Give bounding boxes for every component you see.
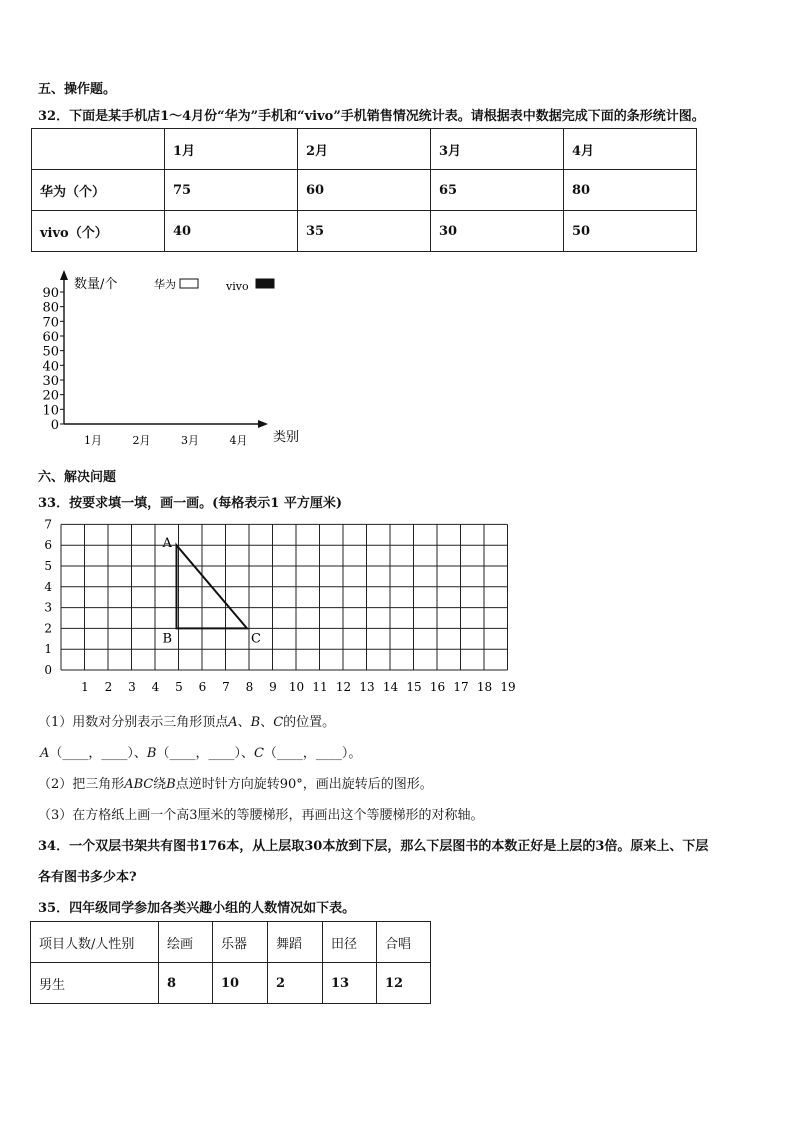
q34-line2: 各有图书多少本? — [38, 870, 137, 885]
y-tick-label: 40 — [42, 359, 59, 375]
table-cell: 华为（个） — [32, 170, 165, 211]
y-tick-label: 20 — [42, 388, 59, 404]
section6-title: 六、解决问题 — [38, 470, 117, 485]
table-cell: 80 — [564, 170, 697, 211]
vertex-label-b: B — [162, 631, 173, 647]
grid-y-label: 6 — [44, 538, 52, 553]
q35-text: 35．四年级同学参加各类兴趣小组的人数情况如下表。 — [38, 901, 356, 916]
table-cell: 35 — [298, 211, 431, 252]
table-cell: 60 — [298, 170, 431, 211]
x-axis-label: 类别 — [273, 430, 300, 445]
y-axis-arrow — [60, 270, 68, 280]
table-cell: 13 — [323, 963, 377, 1004]
grid-x-label: 15 — [406, 680, 422, 694]
grid-y-label: 4 — [44, 579, 52, 594]
table-row — [32, 129, 697, 170]
table-cell: 50 — [564, 211, 697, 252]
grid-x-label: 9 — [269, 680, 277, 694]
grid-x-label: 7 — [222, 680, 230, 694]
q33-text: 33．按要求填一填，画一画。(每格表示1 平方厘米) — [38, 496, 342, 511]
q33-sub1: （1）用数对分别表示三角形顶点𝐴、𝐵、𝐶的位置。 — [38, 715, 336, 730]
grid-x-label: 5 — [175, 680, 183, 694]
x-tick-label: 3月 — [181, 434, 199, 447]
table-cell: vivo（个） — [32, 211, 165, 252]
grid-x-label: 4 — [151, 680, 160, 694]
grid-x-label: 3 — [128, 680, 136, 694]
table-cell: 1月 — [165, 129, 298, 170]
table-cell: 2 — [268, 963, 323, 1004]
grid-x-label: 1 — [81, 680, 89, 694]
y-tick-label: 90 — [42, 286, 59, 301]
table-cell: 合唱 — [377, 922, 431, 963]
y-tick-label: 10 — [42, 403, 59, 419]
y-tick-label: 50 — [42, 344, 59, 360]
q33-sub2: （2）把三角形𝐴𝐵𝐶绕𝐵点逆时针方向旋转90°，画出旋转后的图形。 — [38, 777, 433, 792]
grid-x-label: 13 — [359, 680, 375, 694]
x-tick-label: 2月 — [132, 434, 151, 447]
y-axis-label: 数量/个 — [74, 277, 118, 292]
legend-vivo-swatch — [256, 279, 274, 288]
table-cell: 舞蹈 — [268, 922, 323, 963]
q33-sub3: （3）在方格纸上画一个高3厘米的等腰梯形，再画出这个等腰梯形的对称轴。 — [38, 808, 484, 823]
grid-x-label: 6 — [198, 680, 207, 694]
table-row — [31, 922, 431, 963]
table-cell: 40 — [165, 211, 298, 252]
vertex-label-a: A — [162, 536, 172, 552]
x-axis-arrow — [258, 420, 268, 428]
y-tick-label: 0 — [50, 418, 59, 433]
x-tick-label: 4月 — [229, 434, 248, 447]
y-tick-label: 30 — [42, 374, 59, 389]
grid-x-label: 8 — [245, 680, 254, 694]
grid-y-label: 7 — [44, 517, 52, 532]
q32-text: 32．下面是某手机店1～4月份“华为”手机和“vivo”手机销售情况统计表。请根据表中数据完成下面的条形统计图。 — [38, 109, 705, 124]
table-cell: 65 — [431, 170, 564, 211]
table-cell: 4月 — [564, 129, 697, 170]
grid-x-label: 2 — [104, 680, 113, 694]
table-row — [31, 963, 431, 1004]
table-cell: 30 — [431, 211, 564, 252]
grid-y-label: 5 — [44, 559, 52, 573]
grid-x-label: 18 — [476, 680, 493, 694]
table-row — [32, 170, 697, 211]
table-cell: 3月 — [431, 129, 564, 170]
q33-sub1-blanks: 𝐴（____，____）、𝐵（____，____）、𝐶（____，____）。 — [40, 746, 362, 761]
q34-line1: 34．一个双层书架共有图书176本，从上层取30本放到下层，那么下层图书的本数正好是上层的3倍。原来上、下层 — [38, 839, 709, 854]
legend-vivo-label: vivo — [226, 280, 249, 293]
grid-x-label: 11 — [312, 680, 328, 694]
table-cell: 田径 — [323, 922, 377, 963]
legend-huawei-label: 华为 — [154, 278, 176, 291]
q35-table — [30, 921, 431, 1004]
table-cell: 8 — [159, 963, 213, 1004]
table-cell: 乐器 — [213, 922, 268, 963]
grid-x-label: 17 — [453, 680, 469, 694]
grid-x-label: 16 — [429, 680, 446, 694]
q32-table — [31, 128, 697, 252]
grid-y-label: 2 — [44, 621, 52, 636]
grid-x-label: 10 — [288, 680, 305, 694]
coordinate-grid — [0, 515, 540, 700]
grid-x-label: 14 — [382, 680, 399, 694]
y-tick-label: 70 — [42, 315, 59, 331]
table-cell: 10 — [213, 963, 268, 1004]
x-tick-label: 1月 — [84, 434, 102, 447]
table-cell: 绘画 — [159, 922, 213, 963]
legend-huawei-swatch — [180, 279, 198, 288]
section5-title: 五、操作题。 — [38, 82, 117, 97]
y-tick-label: 80 — [42, 300, 59, 316]
grid-x-label: 12 — [335, 680, 352, 694]
grid-y-label: 3 — [44, 600, 52, 615]
grid-y-label: 0 — [44, 663, 52, 677]
table-cell: 12 — [377, 963, 431, 1004]
table-cell — [32, 129, 165, 170]
table-cell: 男生 — [31, 963, 159, 1004]
table-cell: 75 — [165, 170, 298, 211]
y-tick-label: 60 — [42, 330, 59, 345]
table-cell: 项目人数/人性别 — [31, 922, 159, 963]
table-cell: 2月 — [298, 129, 431, 170]
table-row — [32, 211, 697, 252]
grid-x-label: 19 — [500, 680, 516, 694]
bar-chart — [0, 260, 340, 460]
vertex-label-c: C — [251, 631, 261, 647]
grid-y-label: 1 — [44, 642, 52, 657]
